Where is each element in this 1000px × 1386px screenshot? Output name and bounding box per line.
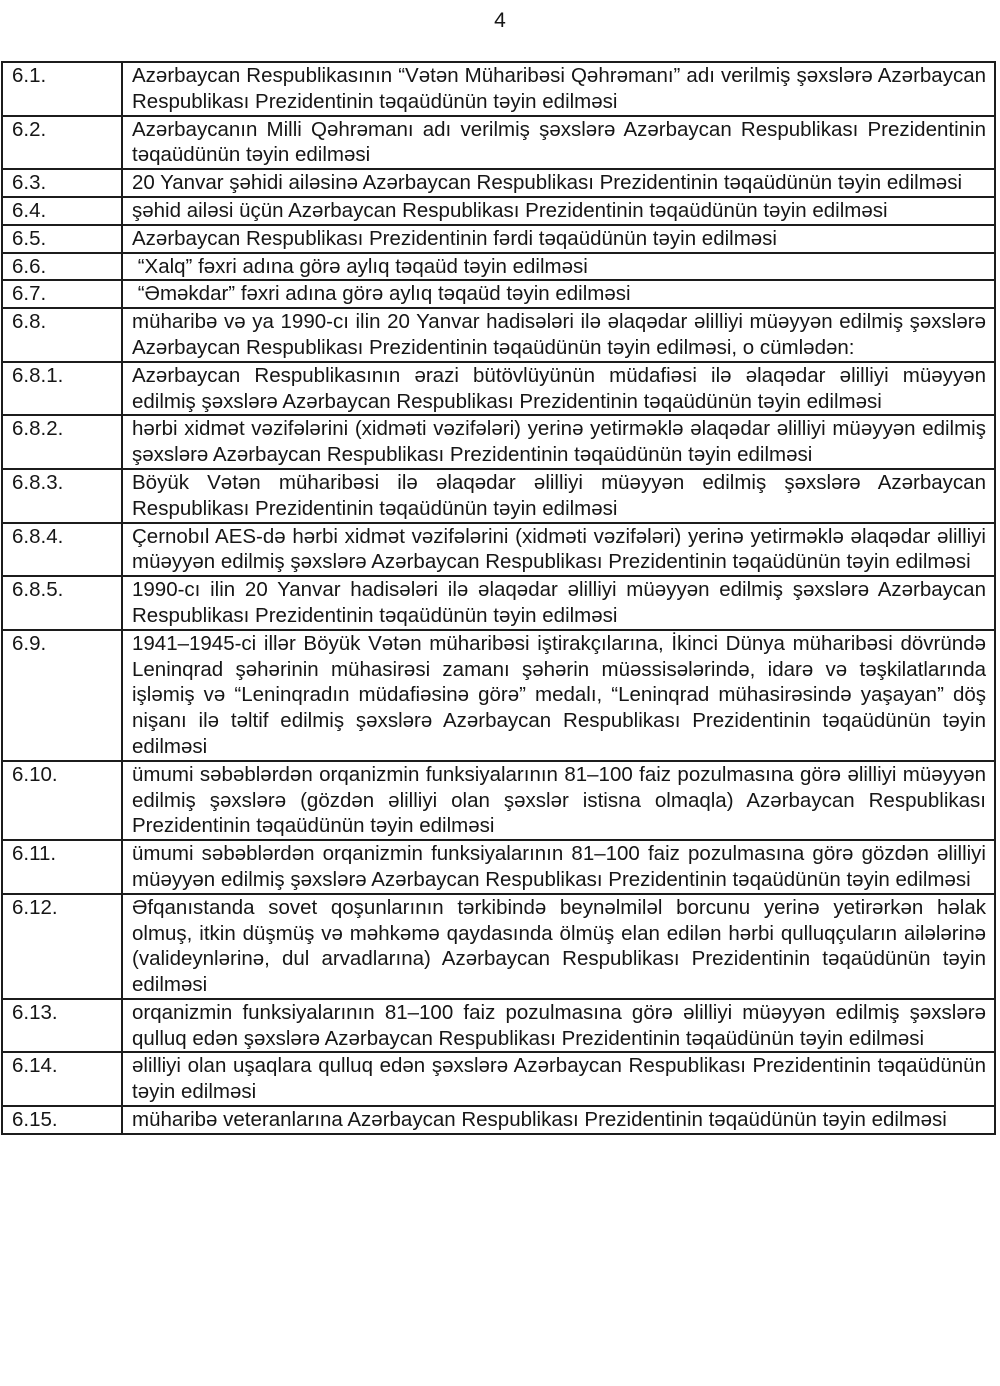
row-item-number: 6.11.	[2, 840, 122, 894]
table-row	[2, 62, 995, 116]
row-item-text: 20 Yanvar şəhidi ailəsinə Azərbaycan Respublikası Prezidentinin təqaüdünün təyin edilməsi	[122, 169, 995, 197]
row-item-text: Azərbaycanın Milli Qəhrəmanı adı verilmiş şəxslərə Azərbaycan Respublikası Prezidentinin təqaüdünün təyin edilməsi	[122, 116, 995, 170]
row-item-number: 6.10.	[2, 761, 122, 840]
page-number: 4	[494, 9, 506, 32]
row-item-number: 6.7.	[2, 280, 122, 308]
row-item-number: 6.8.	[2, 308, 122, 362]
row-item-number: 6.4.	[2, 197, 122, 225]
row-item-number: 6.8.4.	[2, 523, 122, 577]
table-row	[2, 169, 995, 197]
table-row	[2, 630, 995, 761]
table-row	[2, 469, 995, 523]
table-row	[2, 116, 995, 170]
row-item-text: Çernobıl AES-də hərbi xidmət vəzifələrini (xidməti vəzifələri) yerinə yetirməklə əlaqədar əlilliyi müəyyən edilmiş şəxslərə Azərbaycan Respublikası Prezidentinin təqaüdünün təyin edilməsi	[122, 523, 995, 577]
row-item-number: 6.2.	[2, 116, 122, 170]
row-item-text: şəhid ailəsi üçün Azərbaycan Respublikası Prezidentinin təqaüdünün təyin edilməsi	[122, 197, 995, 225]
row-item-number: 6.8.5.	[2, 576, 122, 630]
table-row	[2, 576, 995, 630]
table-row	[2, 840, 995, 894]
row-item-text: hərbi xidmət vəzifələrini (xidməti vəzifələri) yerinə yetirməklə əlaqədar əlilliyi müəyyən edilmiş şəxslərə Azərbaycan Respublikası Prezidentinin təqaüdünün təyin edilməsi	[122, 415, 995, 469]
table-row	[2, 1052, 995, 1106]
row-item-text: orqanizmin funksiyalarının 81–100 faiz pozulmasına görə əlilliyi müəyyən edilmiş şəxslərə qulluq edən şəxslərə Azərbaycan Respublikası Prezidentinin təqaüdünün təyin edilməsi	[122, 999, 995, 1053]
row-item-number: 6.5.	[2, 225, 122, 253]
row-item-number: 6.15.	[2, 1106, 122, 1134]
row-item-text: Azərbaycan Respublikasının “Vətən Müharibəsi Qəhrəmanı” adı verilmiş şəxslərə Azərbaycan Respublikası Prezidentinin təqaüdünün təyin edilməsi	[122, 62, 995, 116]
table-row	[2, 523, 995, 577]
table-row	[2, 362, 995, 416]
row-item-text: ümumi səbəblərdən orqanizmin funksiyalarının 81–100 faiz pozulmasına görə əlilliyi müəyyən edilmiş şəxslərə (gözdən əlilliyi olan şəxslər istisna olmaqla) Azərbaycan Respublikası Prezidentinin təqaüdünün təyin edilməsi	[122, 761, 995, 840]
table-row	[2, 308, 995, 362]
row-item-text: 1990-cı ilin 20 Yanvar hadisələri ilə əlaqədar əlilliyi müəyyən edilmiş şəxslərə Azərbaycan Respublikası Prezidentinin təqaüdünün təyin edilməsi	[122, 576, 995, 630]
row-item-number: 6.13.	[2, 999, 122, 1053]
row-item-text: Azərbaycan Respublikası Prezidentinin fərdi təqaüdünün təyin edilməsi	[122, 225, 995, 253]
table-row	[2, 894, 995, 999]
row-item-number: 6.1.	[2, 62, 122, 116]
row-item-text: Böyük Vətən müharibəsi ilə əlaqədar əlilliyi müəyyən edilmiş şəxslərə Azərbaycan Respublikası Prezidentinin təqaüdünün təyin edilməsi	[122, 469, 995, 523]
row-item-text: 1941–1945-ci illər Böyük Vətən müharibəsi iştirakçılarına, İkinci Dünya müharibəsi dövründə Leninqrad şəhərinin mühasirəsi zamanı şəhərin müəssisələrində, idarə və təşkilatlarında işləmiş və “Leninqradın müdafiəsinə görə” medalı, “Leninqrad mühasirəsində yaşayan” döş nişanı ilə təltif edilmiş şəxslərə Azərbaycan Respublikası Prezidentinin təqaüdünün təyin edilməsi	[122, 630, 995, 761]
row-item-text: Əfqanıstanda sovet qoşunlarının tərkibində beynəlmiləl borcunu yerinə yetirərkən həlak olmuş, itkin düşmüş və məhkəmə qaydasında ölmüş elan edilən hərbi qulluqçuların ailələrinə (valideynlərinə, dul arvadlarına) Azərbaycan Respublikası Prezidentinin təqaüdünün təyin edilməsi	[122, 894, 995, 999]
row-item-number: 6.12.	[2, 894, 122, 999]
row-item-text: “Xalq” fəxri adına görə aylıq təqaüd təyin edilməsi	[122, 253, 995, 281]
row-item-number: 6.6.	[2, 253, 122, 281]
row-item-number: 6.8.2.	[2, 415, 122, 469]
row-item-number: 6.8.3.	[2, 469, 122, 523]
row-item-number: 6.3.	[2, 169, 122, 197]
stipend-items-table-body	[2, 62, 995, 1134]
table-row	[2, 225, 995, 253]
table-row	[2, 1106, 995, 1134]
row-item-text: müharibə və ya 1990-cı ilin 20 Yanvar hadisələri ilə əlaqədar əlilliyi müəyyən edilmiş şəxslərə Azərbaycan Respublikası Prezidentinin təqaüdünün təyin edilməsi, o cümlədən:	[122, 308, 995, 362]
table-row	[2, 415, 995, 469]
row-item-number: 6.14.	[2, 1052, 122, 1106]
row-item-text: Azərbaycan Respublikasının ərazi bütövlüyünün müdafiəsi ilə əlaqədar əlilliyi müəyyən edilmiş şəxslərə Azərbaycan Respublikası Prezidentinin təqaüdünün təyin edilməsi	[122, 362, 995, 416]
row-item-number: 6.9.	[2, 630, 122, 761]
table-row	[2, 197, 995, 225]
table-row	[2, 761, 995, 840]
row-item-number: 6.8.1.	[2, 362, 122, 416]
stipend-items-table	[1, 61, 996, 1135]
table-row	[2, 253, 995, 281]
row-item-text: ümumi səbəblərdən orqanizmin funksiyalarının 81–100 faiz pozulmasına görə gözdən əlilliyi müəyyən edilmiş şəxslərə Azərbaycan Respublikası Prezidentinin təqaüdünün təyin edilməsi	[122, 840, 995, 894]
row-item-text: əlilliyi olan uşaqlara qulluq edən şəxslərə Azərbaycan Respublikası Prezidentinin təqaüdünün təyin edilməsi	[122, 1052, 995, 1106]
table-row	[2, 999, 995, 1053]
table-row	[2, 280, 995, 308]
row-item-text: müharibə veteranlarına Azərbaycan Respublikası Prezidentinin təqaüdünün təyin edilməsi	[122, 1106, 995, 1134]
row-item-text: “Əməkdar” fəxri adına görə aylıq təqaüd təyin edilməsi	[122, 280, 995, 308]
